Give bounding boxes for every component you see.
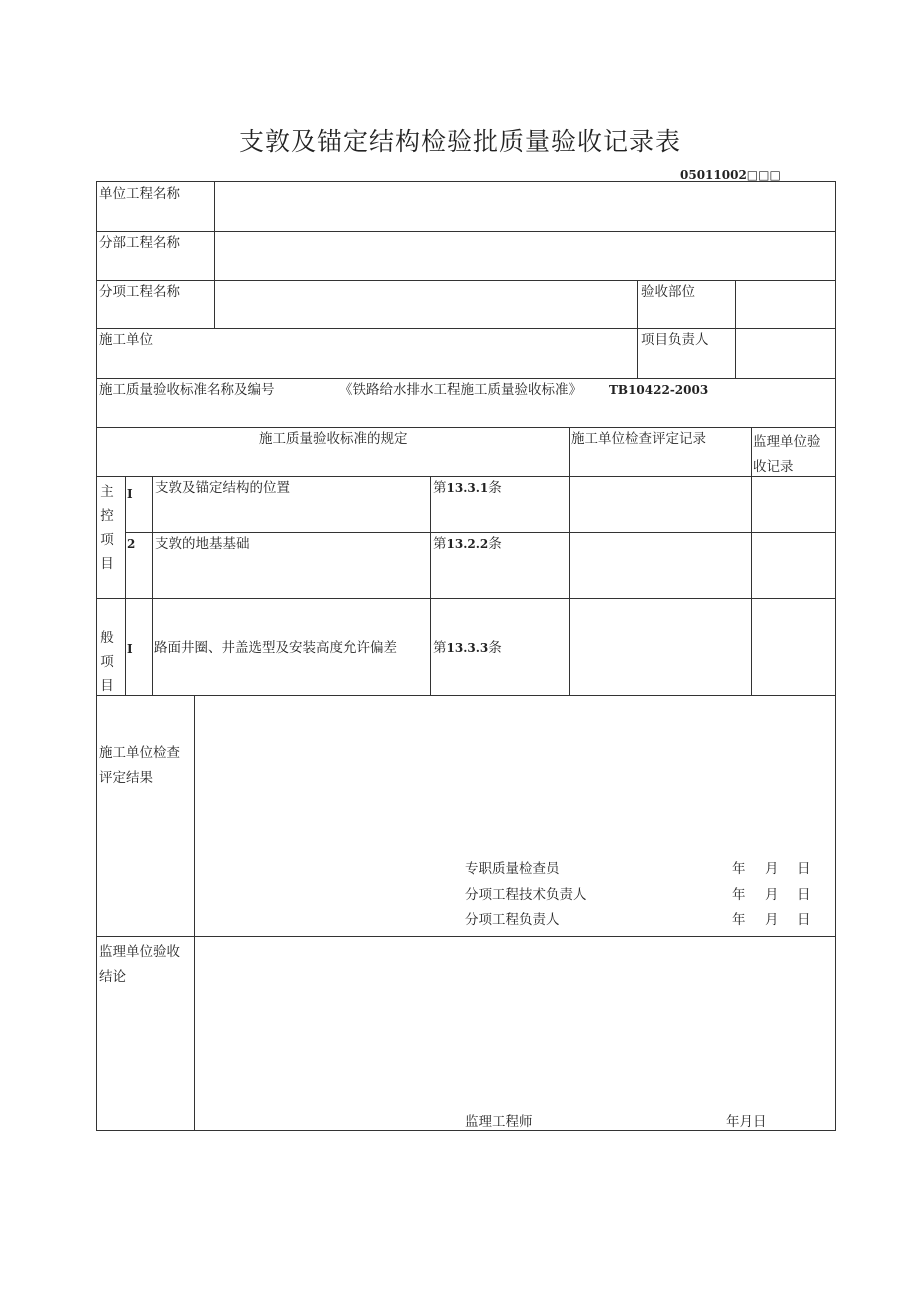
date-month-2: 月 xyxy=(765,887,779,903)
supervision-date: 年月日 xyxy=(726,1114,767,1130)
date-year-1: 年 xyxy=(732,861,746,877)
supervision-record-header-2: 收记录 xyxy=(753,459,794,475)
supervision-conclusion-label-2: 结论 xyxy=(99,969,126,985)
form-code: 05011002□□□ xyxy=(680,168,781,182)
general-char-3: 目 xyxy=(100,678,114,694)
main-item-2-clause: 第13.2.2条 xyxy=(433,536,502,552)
page-title: 支敦及锚定结构检验批质量验收记录表 xyxy=(238,127,681,156)
signer-technical-lead: 分项工程技术负责人 xyxy=(465,887,587,903)
main-item-1-no: I xyxy=(127,487,133,501)
standard-label: 施工质量验收标准名称及编号 xyxy=(99,382,275,398)
date-day-2: 日 xyxy=(797,887,811,903)
unit-project-label: 单位工程名称 xyxy=(99,186,180,202)
construction-record-header: 施工单位检查评定记录 xyxy=(571,431,706,447)
main-item-1-desc: 支敦及锚定结构的位置 xyxy=(155,480,290,496)
supervision-engineer: 监理工程师 xyxy=(465,1114,533,1130)
date-day-3: 日 xyxy=(797,912,811,928)
main-item-1-clause: 第13.3.1条 xyxy=(433,480,502,496)
subitem-project-label: 分项工程名称 xyxy=(99,284,180,300)
construction-unit-label: 施工单位 xyxy=(99,332,153,348)
general-char-2: 项 xyxy=(100,654,114,670)
standard-name: 《铁路给水排水工程施工质量验收标准》 xyxy=(339,382,582,398)
signer-subitem-lead: 分项工程负责人 xyxy=(465,912,560,928)
main-control-char-1: 主 xyxy=(100,484,114,500)
supervision-conclusion-label-1: 监理单位验收 xyxy=(99,944,180,960)
construction-result-label-2: 评定结果 xyxy=(99,770,153,786)
division-project-label: 分部工程名称 xyxy=(99,235,180,251)
construction-result-label-1: 施工单位检查 xyxy=(99,745,180,761)
date-month-3: 月 xyxy=(765,912,779,928)
project-manager-label: 项目负责人 xyxy=(641,332,709,348)
date-day-1: 日 xyxy=(797,861,811,877)
date-year-3: 年 xyxy=(732,912,746,928)
date-month-1: 月 xyxy=(765,861,779,877)
general-item-1-desc: 路面井圈、井盖选型及安装高度允许偏差 xyxy=(154,640,397,656)
spec-header: 施工质量验收标准的规定 xyxy=(259,431,408,447)
inspection-table xyxy=(96,181,836,1131)
standard-code: TB10422-2003 xyxy=(609,383,709,397)
main-item-2-no: 2 xyxy=(127,537,136,551)
date-year-2: 年 xyxy=(732,887,746,903)
main-control-char-4: 目 xyxy=(100,556,114,572)
general-char-1: 般 xyxy=(100,630,114,646)
main-item-2-desc: 支敦的地基基础 xyxy=(155,536,250,552)
general-item-1-no: I xyxy=(127,642,133,656)
main-control-char-3: 项 xyxy=(100,532,114,548)
main-control-char-2: 控 xyxy=(100,508,114,524)
acceptance-part-label: 验收部位 xyxy=(641,284,695,300)
signer-quality-inspector: 专职质量检查员 xyxy=(465,861,560,877)
supervision-record-header-1: 监理单位验 xyxy=(753,434,821,450)
general-item-1-clause: 第13.3.3条 xyxy=(433,640,502,656)
